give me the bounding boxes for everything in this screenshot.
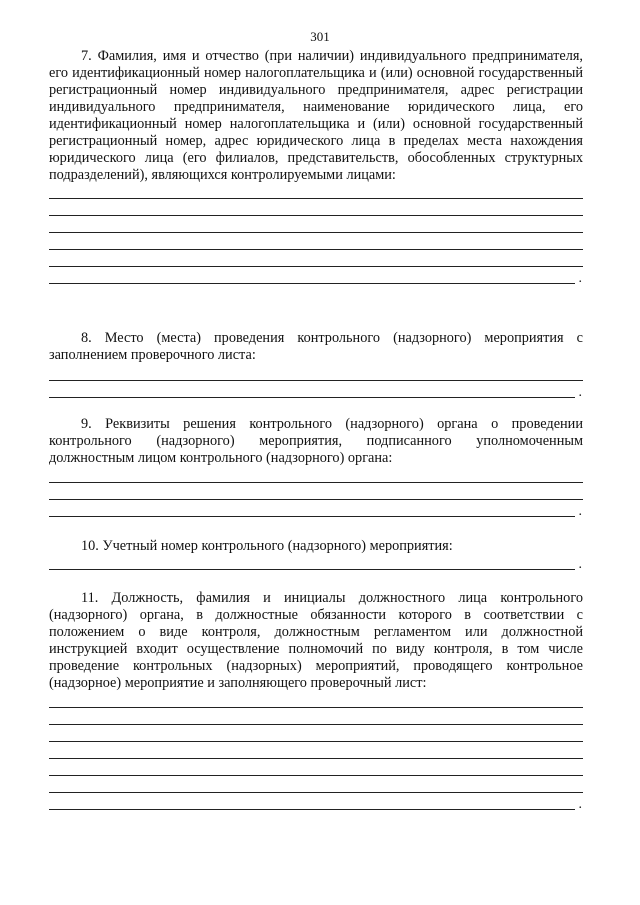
fill-line[interactable] xyxy=(49,792,583,793)
fill-line-end[interactable] xyxy=(49,504,582,519)
section-8-text: 8. Место (места) проведения контрольного (надзорного) мероприятия с заполнением проверочного листа: xyxy=(49,330,583,363)
fill-line[interactable] xyxy=(49,249,583,250)
fill-line[interactable] xyxy=(49,215,583,216)
fill-line-end[interactable] xyxy=(49,385,582,400)
fill-line-end[interactable] xyxy=(49,557,582,572)
fill-line[interactable] xyxy=(49,707,583,708)
line-end-period: . xyxy=(578,385,582,400)
fill-line[interactable] xyxy=(49,724,583,725)
line-end-period: . xyxy=(578,271,582,286)
section-8 xyxy=(49,330,583,398)
section-10 xyxy=(49,538,583,570)
fill-line[interactable] xyxy=(49,775,583,776)
section-7-text: 7. Фамилия, имя и отчество (при наличии) индивидуального предпринимателя, его идентификационный номер налогоплательщика и (или) основной государственный регистрационный номер индивидуального предпринимателя, адрес регистрации индивидуального предпринимателя, наименование юридического лица, его идентификационный номер налогоплательщика и (или) основной государственный регистрационный номер, адрес юридического лица в пределах места нахождения юридического лица (его филиалов, представительств, обособленных структурных подразделений), являющихся контролируемыми лицами: xyxy=(49,48,583,183)
fill-line[interactable] xyxy=(49,198,583,199)
fill-line[interactable] xyxy=(49,741,583,742)
page-number: 301 xyxy=(310,29,330,44)
section-9-text: 9. Реквизиты решения контрольного (надзорного) органа о проведении контрольного (надзорного) мероприятия, подписанного уполномоченным должностным лицом контрольного (надзорного) органа: xyxy=(49,416,583,466)
fill-line[interactable] xyxy=(49,758,583,759)
fill-line[interactable] xyxy=(49,266,583,267)
fill-line[interactable] xyxy=(49,499,583,500)
section-10-text: 10. Учетный номер контрольного (надзорного) мероприятия: xyxy=(81,538,453,554)
section-7 xyxy=(49,48,583,284)
line-end-period: . xyxy=(578,557,582,572)
fill-line[interactable] xyxy=(49,482,583,483)
line-end-period: . xyxy=(578,797,582,812)
fill-line[interactable] xyxy=(49,380,583,381)
fill-line-end[interactable] xyxy=(49,271,582,286)
fill-line[interactable] xyxy=(49,232,583,233)
section-11 xyxy=(49,590,583,810)
fill-line-end[interactable] xyxy=(49,797,582,812)
section-9 xyxy=(49,416,583,517)
section-11-text: 11. Должность, фамилия и инициалы должностного лица контрольного (надзорного) органа, в должностные обязанности которого в соответствии с положением о виде контроля, должностным регламентом или должностной инструкцией входит осуществление полномочий по виду контроля, в том числе проведение контрольных (надзорных) мероприятий, проводящего контрольное (надзорное) мероприятие и заполняющего проверочный лист: xyxy=(49,590,583,691)
line-end-period: . xyxy=(578,504,582,519)
